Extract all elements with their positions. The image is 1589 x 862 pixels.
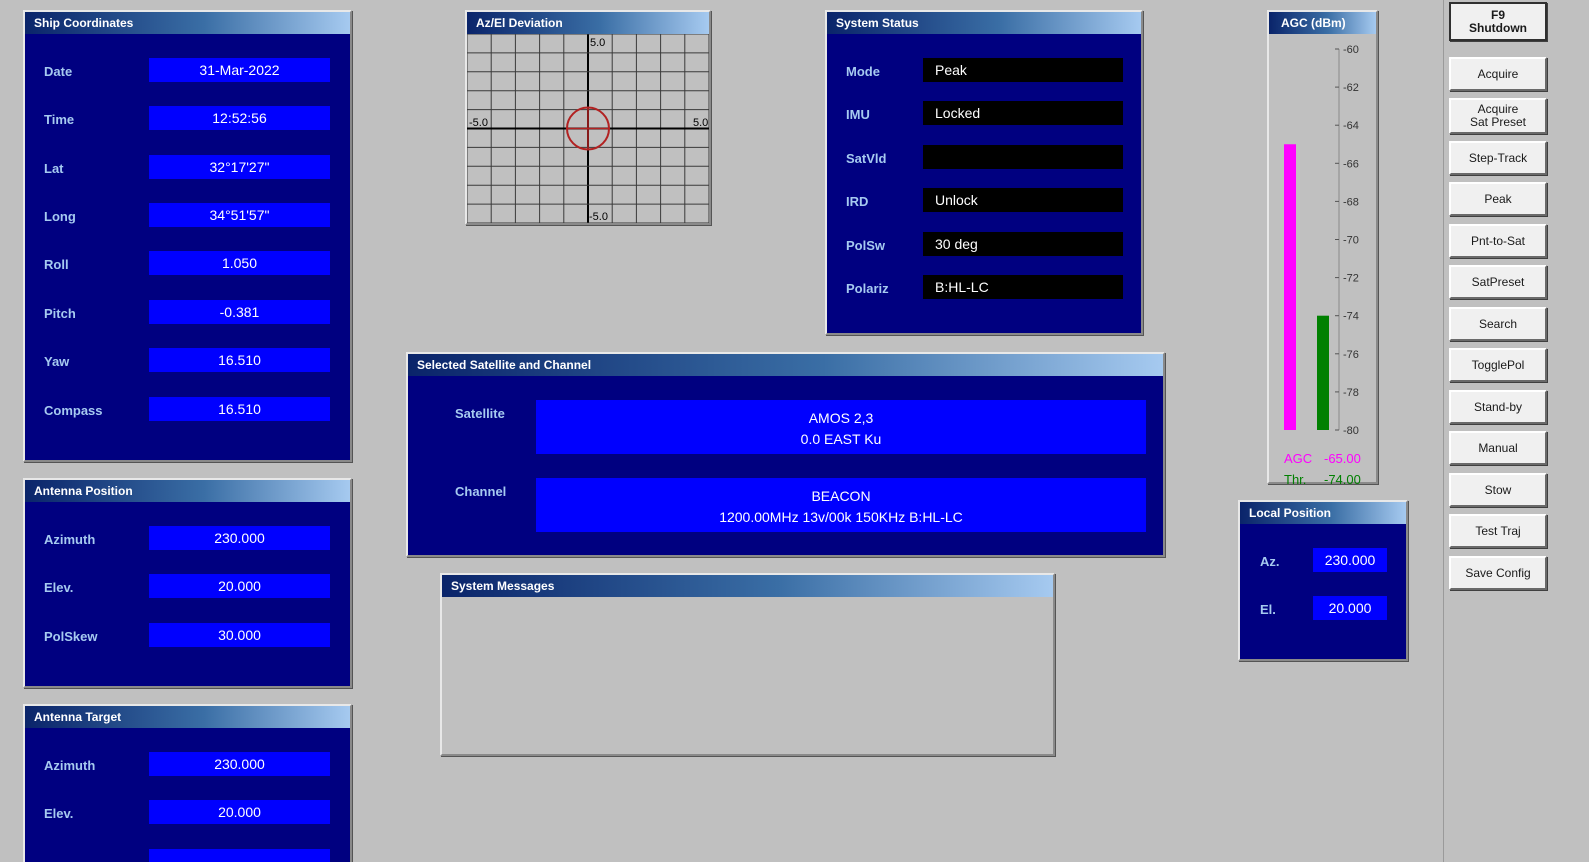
antenna-position-title: Antenna Position	[25, 480, 350, 502]
agc-title: AGC (dBm)	[1269, 12, 1376, 34]
search-button[interactable]: Search	[1449, 307, 1547, 341]
satellite-channel-title: Selected Satellite and Channel	[408, 354, 1163, 376]
azel-deviation-panel	[465, 10, 711, 225]
thr-value-label: Thr.	[1284, 472, 1307, 487]
antenna-target-body	[25, 728, 350, 862]
azel-deviation-title: Az/El Deviation	[467, 12, 709, 34]
polariz-label: Polariz	[846, 281, 889, 296]
azel-bottom-label: -5.0	[589, 211, 608, 223]
local-az-value: 230.000	[1313, 548, 1387, 572]
step-track-button[interactable]: Step-Track	[1449, 141, 1547, 175]
ant-tgt-extra-value	[149, 849, 330, 862]
system-status-title: System Status	[827, 12, 1141, 34]
sat-preset-button[interactable]: SatPreset	[1449, 265, 1547, 299]
channel-name: BEACON	[811, 488, 871, 504]
satellite-label: Satellite	[455, 406, 505, 421]
pnt-to-sat-button[interactable]: Pnt-to-Sat	[1449, 224, 1547, 258]
system-status-panel	[825, 10, 1143, 335]
time-value: 12:52:56	[149, 106, 330, 130]
date-label: Date	[44, 64, 73, 79]
stow-button[interactable]: Stow	[1449, 473, 1547, 507]
polsw-value: 30 deg	[923, 232, 1123, 256]
acquire-sat-preset-button[interactable]: Acquire Sat Preset	[1449, 98, 1547, 134]
lat-label: Lat	[44, 161, 64, 176]
mode-label: Mode	[846, 64, 880, 79]
ship-coordinates-body	[25, 34, 350, 460]
agc-tick-label: -66	[1343, 158, 1359, 171]
agc-tick-label: -74	[1343, 310, 1359, 323]
ant-pos-polskew-value: 30.000	[149, 623, 330, 647]
agc-value: -65.00	[1324, 451, 1361, 466]
lat-value: 32°17'27"	[149, 155, 330, 179]
antenna-target-panel	[23, 704, 352, 862]
agc-body	[1269, 34, 1376, 487]
polariz-value: B:HL-LC	[923, 275, 1123, 299]
pitch-label: Pitch	[44, 306, 76, 321]
satellite-name: AMOS 2,3	[808, 410, 874, 426]
toggle-pol-button[interactable]: TogglePol	[1449, 348, 1547, 382]
agc-tick-label: -60	[1343, 44, 1359, 56]
pitch-value: -0.381	[149, 300, 330, 324]
long-value: 34°51'57"	[149, 203, 330, 227]
satvld-label: SatVld	[846, 151, 887, 166]
agc-tick-label: -80	[1343, 425, 1359, 437]
azel-left-label: -5.0	[469, 117, 488, 129]
agc-level-bar	[1284, 144, 1296, 430]
antenna-position-body	[25, 502, 350, 686]
agc-tick-label: -70	[1343, 234, 1359, 247]
satellite-value[interactable]	[536, 400, 1146, 454]
azel-deviation-body	[467, 34, 709, 223]
mode-value: Peak	[923, 58, 1123, 82]
manual-button[interactable]: Manual	[1449, 431, 1547, 465]
test-traj-button[interactable]: Test Traj	[1449, 514, 1547, 548]
antenna-position-panel	[23, 478, 352, 688]
system-status-body	[827, 34, 1141, 333]
thr-value: -74.00	[1324, 472, 1361, 487]
polsw-label: PolSw	[846, 238, 886, 253]
agc-tick-label: -62	[1343, 82, 1359, 95]
roll-label: Roll	[44, 257, 69, 272]
ird-label: IRD	[846, 194, 869, 209]
date-value: 31-Mar-2022	[149, 58, 330, 82]
channel-details: 1200.00MHz 13v/00k 150KHz B:HL-LC	[719, 509, 963, 525]
ant-pos-azimuth-label: Azimuth	[44, 532, 96, 547]
local-el-label: El.	[1260, 602, 1276, 617]
ird-value: Unlock	[923, 188, 1123, 212]
yaw-value: 16.510	[149, 348, 330, 372]
azel-right-label: 5.0	[693, 117, 709, 129]
channel-label: Channel	[455, 484, 507, 499]
acquire-button[interactable]: Acquire	[1449, 57, 1547, 91]
agc-panel	[1267, 10, 1378, 487]
agc-meter	[1269, 34, 1376, 482]
ant-pos-elev-value: 20.000	[149, 574, 330, 598]
system-messages-list[interactable]	[442, 597, 1053, 754]
time-label: Time	[44, 112, 75, 127]
long-label: Long	[44, 209, 76, 224]
roll-value: 1.050	[149, 251, 330, 275]
f9-shutdown-button[interactable]: F9 Shutdown	[1449, 2, 1547, 41]
system-messages-panel	[440, 573, 1055, 756]
local-az-label: Az.	[1260, 554, 1280, 569]
peak-button[interactable]: Peak	[1449, 182, 1547, 216]
satellite-channel-body	[408, 376, 1163, 555]
satellite-orbit: 0.0 EAST Ku	[800, 431, 882, 447]
agc-tick-label: -64	[1343, 120, 1359, 133]
compass-label: Compass	[44, 403, 103, 418]
local-position-title: Local Position	[1240, 502, 1406, 524]
channel-value[interactable]	[536, 478, 1146, 532]
azel-top-label: 5.0	[590, 37, 606, 49]
target-reticle-icon	[567, 108, 609, 150]
ant-tgt-elev-label: Elev.	[44, 806, 74, 821]
local-position-body	[1240, 524, 1406, 659]
satellite-channel-panel	[406, 352, 1165, 557]
ant-pos-azimuth-value: 230.000	[149, 526, 330, 550]
command-sidebar	[1443, 0, 1589, 862]
imu-value: Locked	[923, 101, 1123, 125]
ant-tgt-azimuth-value: 230.000	[149, 752, 330, 776]
antenna-target-title: Antenna Target	[25, 706, 350, 728]
local-position-panel	[1238, 500, 1408, 661]
stand-by-button[interactable]: Stand-by	[1449, 390, 1547, 424]
agc-tick-label: -68	[1343, 196, 1359, 209]
ant-pos-polskew-label: PolSkew	[44, 629, 98, 644]
agc-tick-label: -72	[1343, 272, 1359, 285]
agc-tick-label: -78	[1343, 386, 1359, 399]
save-config-button[interactable]: Save Config	[1449, 556, 1547, 590]
satvld-value	[923, 145, 1123, 169]
ant-tgt-azimuth-label: Azimuth	[44, 758, 96, 773]
ship-coordinates-panel	[23, 10, 352, 462]
agc-tick-label: -76	[1343, 348, 1359, 361]
local-el-value: 20.000	[1313, 596, 1387, 620]
ant-tgt-elev-value: 20.000	[149, 800, 330, 824]
compass-value: 16.510	[149, 397, 330, 421]
yaw-label: Yaw	[44, 354, 70, 369]
agc-value-label: AGC	[1284, 451, 1313, 466]
threshold-level-bar	[1317, 316, 1329, 430]
imu-label: IMU	[846, 107, 870, 122]
system-messages-title: System Messages	[442, 575, 1053, 597]
ant-pos-elev-label: Elev.	[44, 580, 74, 595]
ship-coordinates-title: Ship Coordinates	[25, 12, 350, 34]
azel-grid	[467, 34, 709, 223]
